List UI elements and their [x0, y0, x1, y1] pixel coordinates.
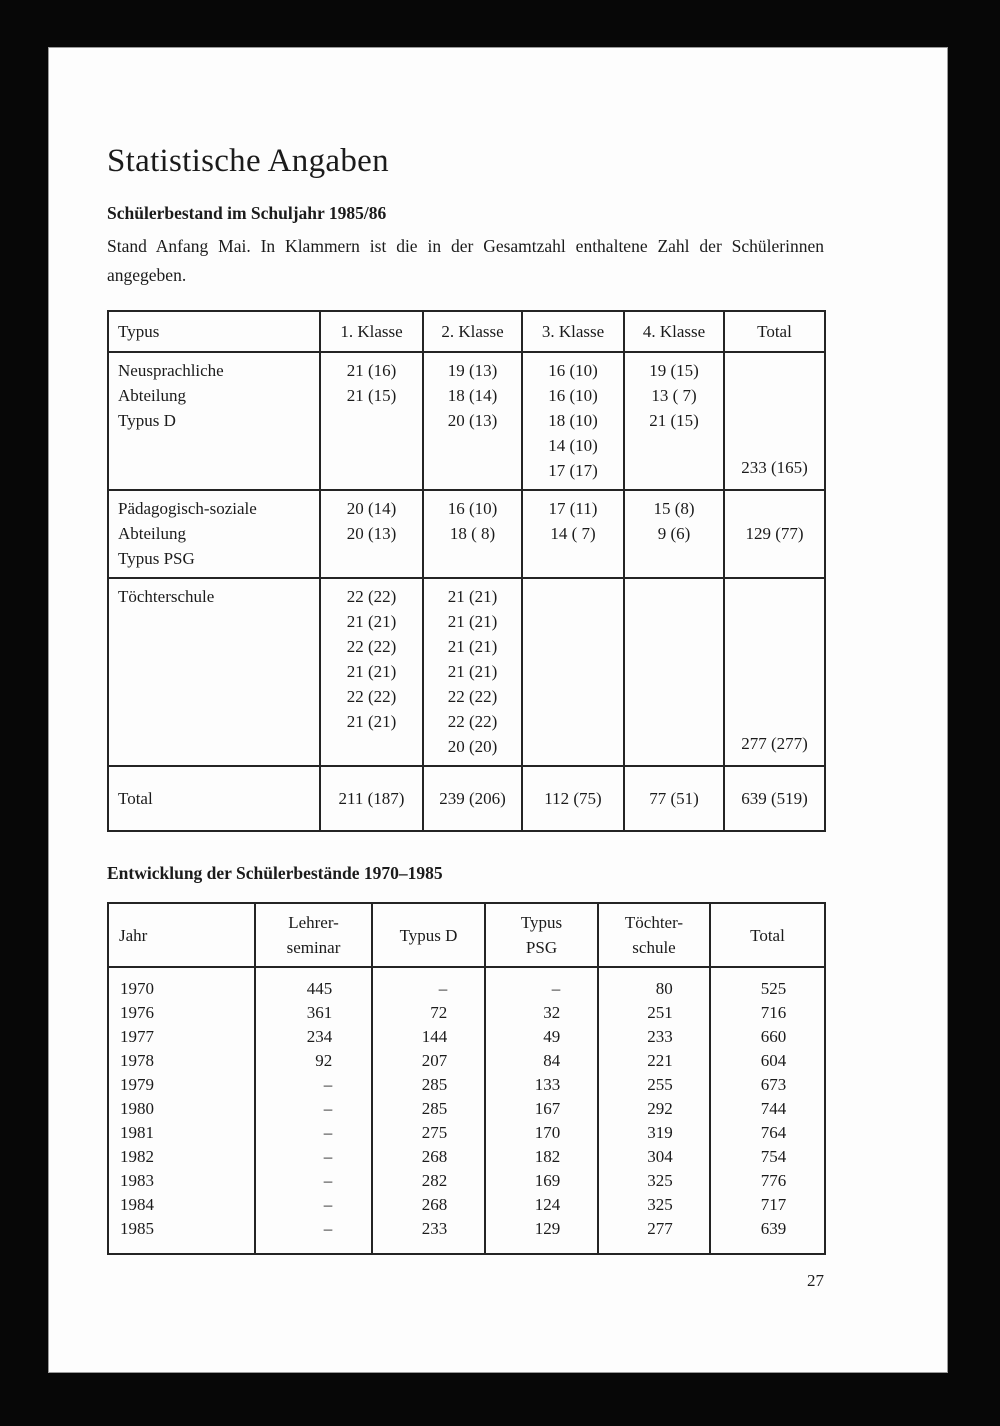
- header-line: PSG: [525, 938, 558, 957]
- numeric-cell: [710, 1169, 825, 1193]
- sum-label-cell: Total: [108, 766, 320, 831]
- column-header-typus-psg: [485, 903, 598, 967]
- value-line: 21 (15): [649, 411, 699, 430]
- numeric-value: 319: [647, 1123, 673, 1142]
- value-line: 16 (10): [548, 386, 598, 405]
- row-label-line: Töchterschule: [118, 587, 215, 606]
- numeric-cell: [255, 967, 372, 1001]
- numeric-value: 144: [421, 1027, 448, 1046]
- value-line: 17 (17): [548, 461, 598, 480]
- numeric-value: –: [323, 1195, 333, 1214]
- numeric-value: 275: [421, 1123, 448, 1142]
- value-line: 22 (22): [447, 712, 498, 731]
- value-line: 22 (22): [346, 687, 397, 706]
- klasse3-cell-empty: [522, 578, 624, 766]
- year-row-1985: [108, 1217, 825, 1254]
- numeric-cell: [598, 1145, 710, 1169]
- numeric-value: –: [323, 1219, 333, 1238]
- numeric-value: –: [323, 1123, 333, 1142]
- numeric-cell: [598, 967, 710, 1001]
- numeric-value: 169: [534, 1171, 561, 1190]
- numeric-value: 525: [760, 979, 787, 998]
- sum-klasse1-cell: 211 (187): [320, 766, 423, 831]
- numeric-cell: [598, 1121, 710, 1145]
- header-line: Total: [750, 925, 785, 945]
- numeric-value: 304: [647, 1147, 673, 1166]
- year-row-1980: [108, 1097, 825, 1121]
- value-line: 21 (16): [346, 361, 397, 380]
- klasse4-cell-empty: [624, 578, 724, 766]
- numeric-cell: [598, 1193, 710, 1217]
- numeric-value: 80: [655, 979, 673, 998]
- numeric-value: 124: [534, 1195, 561, 1214]
- numeric-value: 292: [647, 1099, 673, 1118]
- klasse1-cell: [320, 352, 423, 490]
- numeric-cell: [598, 1073, 710, 1097]
- numeric-value: 445: [306, 979, 333, 998]
- sum-total-cell: 639 (519): [724, 766, 825, 831]
- year-row-1977: [108, 1025, 825, 1049]
- year-cell: 1978: [108, 1049, 255, 1073]
- numeric-cell: [372, 1169, 485, 1193]
- numeric-value: –: [551, 979, 561, 998]
- value-line: 21 (21): [447, 612, 498, 631]
- row-label-line: Typus D: [118, 411, 176, 430]
- value-line: 19 (15): [649, 361, 699, 380]
- year-row-1984: [108, 1193, 825, 1217]
- numeric-cell: [255, 1025, 372, 1049]
- numeric-value: 639: [760, 1219, 787, 1238]
- row-label-line: Abteilung: [118, 524, 186, 543]
- value-line: 13 ( 7): [651, 386, 697, 405]
- klasse3-cell: [522, 490, 624, 578]
- numeric-value: –: [323, 1099, 333, 1118]
- numeric-value: 255: [647, 1075, 673, 1094]
- numeric-cell: [485, 1121, 598, 1145]
- value-line: 22 (22): [346, 637, 397, 656]
- section-heading-entwicklung: Entwicklung der Schülerbestände 1970–1985: [107, 863, 443, 883]
- value-line: 21 (21): [447, 662, 498, 681]
- numeric-cell: [710, 1121, 825, 1145]
- value-line: 20 (13): [447, 411, 498, 430]
- klasse3-cell: [522, 352, 624, 490]
- klasse1-cell: [320, 490, 423, 578]
- year-row-1978: [108, 1049, 825, 1073]
- year-cell: 1982: [108, 1145, 255, 1169]
- numeric-value: 716: [760, 1003, 787, 1022]
- numeric-value: 251: [647, 1003, 673, 1022]
- numeric-value: 285: [421, 1075, 448, 1094]
- numeric-value: 72: [430, 1003, 448, 1022]
- year-row-1970: [108, 967, 825, 1001]
- value-line: 14 ( 7): [550, 524, 596, 543]
- numeric-value: –: [323, 1171, 333, 1190]
- year-row-1983: [108, 1169, 825, 1193]
- header-line: Typus: [520, 913, 563, 932]
- row-label-cell: [108, 352, 320, 490]
- klasse2-cell: [423, 490, 522, 578]
- value-line: 21 (15): [346, 386, 397, 405]
- klasse4-cell: [624, 490, 724, 578]
- year-cell: 1976: [108, 1001, 255, 1025]
- row-label-line: Abteilung: [118, 386, 186, 405]
- student-count-table: [107, 310, 826, 832]
- numeric-value: 361: [306, 1003, 333, 1022]
- page-content: [107, 48, 824, 1293]
- column-header-klasse4: 4. Klasse: [624, 311, 724, 352]
- klasse2-cell: [423, 578, 522, 766]
- numeric-cell: [485, 1073, 598, 1097]
- value-line: 15 (8): [653, 499, 695, 518]
- value-line: 9 (6): [657, 524, 691, 543]
- total-cell: [724, 578, 825, 766]
- numeric-cell: [372, 1121, 485, 1145]
- numeric-value: –: [323, 1075, 333, 1094]
- numeric-cell: [485, 1025, 598, 1049]
- year-cell: 1985: [108, 1217, 255, 1254]
- value-line: 18 (14): [447, 386, 498, 405]
- sum-klasse2-cell: 239 (206): [423, 766, 522, 831]
- value-line: 20 (20): [447, 737, 498, 756]
- numeric-cell: [710, 1025, 825, 1049]
- numeric-cell: [485, 1049, 598, 1073]
- value-line: 14 (10): [548, 436, 598, 455]
- numeric-cell: [710, 1001, 825, 1025]
- numeric-cell: [710, 1049, 825, 1073]
- numeric-cell: [710, 1097, 825, 1121]
- numeric-value: 207: [421, 1051, 448, 1070]
- header-line: Jahr: [119, 925, 148, 945]
- numeric-cell: [710, 967, 825, 1001]
- row-label-cell: [108, 578, 320, 766]
- numeric-cell: [255, 1169, 372, 1193]
- numeric-value: 133: [534, 1075, 561, 1094]
- klasse1-cell: [320, 578, 423, 766]
- value-line: 17 (11): [548, 499, 598, 518]
- year-cell: 1979: [108, 1073, 255, 1097]
- column-header-klasse2: 2. Klasse: [423, 311, 522, 352]
- numeric-cell: [598, 1169, 710, 1193]
- numeric-cell: [710, 1073, 825, 1097]
- numeric-cell: [372, 1073, 485, 1097]
- klasse2-cell: [423, 352, 522, 490]
- year-row-1979: [108, 1073, 825, 1097]
- klasse4-cell: [624, 352, 724, 490]
- table-row-paedagogisch: [108, 490, 825, 578]
- year-row-1981: [108, 1121, 825, 1145]
- value-line: 21 (21): [447, 637, 498, 656]
- numeric-value: 744: [760, 1099, 787, 1118]
- numeric-value: 234: [306, 1027, 333, 1046]
- numeric-cell: [372, 1217, 485, 1254]
- numeric-cell: [372, 1193, 485, 1217]
- numeric-cell: [598, 1001, 710, 1025]
- header-line: Lehrer-: [288, 913, 339, 932]
- column-header-jahr: [108, 903, 255, 967]
- intro-paragraph: Stand Anfang Mai. In Klammern ist die in der Gesamtzahl enthaltene Zahl der Schülerinnen angegeben.: [107, 236, 824, 285]
- numeric-value: 764: [760, 1123, 787, 1142]
- numeric-cell: [255, 1097, 372, 1121]
- year-cell: 1981: [108, 1121, 255, 1145]
- column-header-klasse3: 3. Klasse: [522, 311, 624, 352]
- numeric-cell: [255, 1073, 372, 1097]
- numeric-value: 170: [534, 1123, 561, 1142]
- numeric-value: –: [323, 1147, 333, 1166]
- numeric-cell: [255, 1001, 372, 1025]
- development-table: [107, 902, 826, 1255]
- numeric-cell: [485, 1217, 598, 1254]
- numeric-value: –: [438, 979, 448, 998]
- numeric-value: 325: [647, 1195, 673, 1214]
- value-line: 22 (22): [447, 687, 498, 706]
- numeric-value: 84: [543, 1051, 561, 1070]
- numeric-cell: [598, 1097, 710, 1121]
- column-header-typus: Typus: [108, 311, 320, 352]
- header-line: Typus D: [399, 925, 458, 945]
- numeric-cell: [255, 1193, 372, 1217]
- year-cell: 1977: [108, 1025, 255, 1049]
- value-line: 20 (13): [346, 524, 397, 543]
- numeric-cell: [485, 1001, 598, 1025]
- header-line: schule: [632, 938, 676, 957]
- row-label-line: Neusprachliche: [118, 361, 224, 380]
- value-line: 22 (22): [346, 587, 397, 606]
- numeric-value: 268: [421, 1147, 448, 1166]
- numeric-cell: [485, 1169, 598, 1193]
- numeric-cell: [485, 1193, 598, 1217]
- numeric-cell: [485, 967, 598, 1001]
- numeric-cell: [598, 1217, 710, 1254]
- value-line: 16 (10): [548, 361, 598, 380]
- numeric-cell: [255, 1121, 372, 1145]
- row-label-line: Typus PSG: [118, 549, 195, 568]
- numeric-value: 32: [543, 1003, 561, 1022]
- numeric-cell: [710, 1217, 825, 1254]
- column-header-total: [710, 903, 825, 967]
- numeric-cell: [255, 1217, 372, 1254]
- section-heading-bestand: Schülerbestand im Schuljahr 1985/86: [107, 203, 387, 223]
- numeric-value: 660: [760, 1027, 787, 1046]
- numeric-value: 282: [421, 1171, 448, 1190]
- row-label-cell: [108, 490, 320, 578]
- numeric-value: 233: [421, 1219, 448, 1238]
- numeric-value: 754: [760, 1147, 787, 1166]
- numeric-cell: [255, 1145, 372, 1169]
- numeric-cell: [598, 1025, 710, 1049]
- year-cell: 1980: [108, 1097, 255, 1121]
- year-cell: 1983: [108, 1169, 255, 1193]
- value-line: 18 (10): [548, 411, 598, 430]
- numeric-cell: [710, 1193, 825, 1217]
- numeric-cell: [598, 1049, 710, 1073]
- numeric-value: 285: [421, 1099, 448, 1118]
- value-line: 129 (77): [745, 524, 804, 543]
- column-header-typus-d: [372, 903, 485, 967]
- numeric-value: 49: [543, 1027, 561, 1046]
- header-line: seminar: [286, 938, 341, 957]
- sum-klasse3-cell: 112 (75): [522, 766, 624, 831]
- numeric-cell: [372, 1025, 485, 1049]
- year-cell: 1984: [108, 1193, 255, 1217]
- numeric-value: 325: [647, 1171, 673, 1190]
- numeric-value: 167: [534, 1099, 561, 1118]
- numeric-value: 129: [534, 1219, 561, 1238]
- sum-klasse4-cell: 77 (51): [624, 766, 724, 831]
- column-header-klasse1: 1. Klasse: [320, 311, 423, 352]
- numeric-value: 776: [760, 1171, 787, 1190]
- column-header-toechterschule: [598, 903, 710, 967]
- column-header-total: Total: [724, 311, 825, 352]
- row-label-line: Pädagogisch-soziale: [118, 499, 257, 518]
- value-line: 21 (21): [447, 587, 498, 606]
- table-row-toechterschule: [108, 578, 825, 766]
- numeric-cell: [372, 1049, 485, 1073]
- header-line: Töchter-: [624, 913, 684, 932]
- table1-header-row: [108, 311, 825, 352]
- page-title: Statistische Angaben: [107, 143, 389, 179]
- value-line: 16 (10): [447, 499, 498, 518]
- table-row-neusprachliche: [108, 352, 825, 490]
- numeric-cell: [372, 1001, 485, 1025]
- year-cell: 1970: [108, 967, 255, 1001]
- numeric-value: 233: [647, 1027, 673, 1046]
- total-cell: [724, 490, 825, 578]
- numeric-cell: [485, 1097, 598, 1121]
- numeric-value: 604: [760, 1051, 787, 1070]
- numeric-cell: [485, 1145, 598, 1169]
- numeric-value: 673: [760, 1075, 787, 1094]
- numeric-value: 277: [647, 1219, 673, 1238]
- year-row-1976: [108, 1001, 825, 1025]
- value-line: 21 (21): [346, 662, 397, 681]
- column-header-lehrerseminar: [255, 903, 372, 967]
- numeric-cell: [372, 1097, 485, 1121]
- scanned-page: [48, 47, 948, 1373]
- value-line: 20 (14): [346, 499, 397, 518]
- numeric-value: 92: [315, 1051, 333, 1070]
- value-line: 21 (21): [346, 712, 397, 731]
- value-line: 277 (277): [741, 734, 808, 753]
- value-line: 19 (13): [447, 361, 498, 380]
- numeric-value: 182: [534, 1147, 561, 1166]
- table2-header-row: [108, 903, 825, 967]
- page-number: 27: [807, 1271, 824, 1290]
- numeric-cell: [255, 1049, 372, 1073]
- value-line: 21 (21): [346, 612, 397, 631]
- total-cell: [724, 352, 825, 490]
- value-line: 18 ( 8): [449, 524, 496, 543]
- table-sum-row: [108, 766, 825, 831]
- numeric-cell: [710, 1145, 825, 1169]
- year-row-1982: [108, 1145, 825, 1169]
- value-line: 233 (165): [741, 458, 808, 477]
- numeric-cell: [372, 967, 485, 1001]
- numeric-value: 221: [647, 1051, 673, 1070]
- numeric-value: 268: [421, 1195, 448, 1214]
- numeric-cell: [372, 1145, 485, 1169]
- numeric-value: 717: [760, 1195, 787, 1214]
